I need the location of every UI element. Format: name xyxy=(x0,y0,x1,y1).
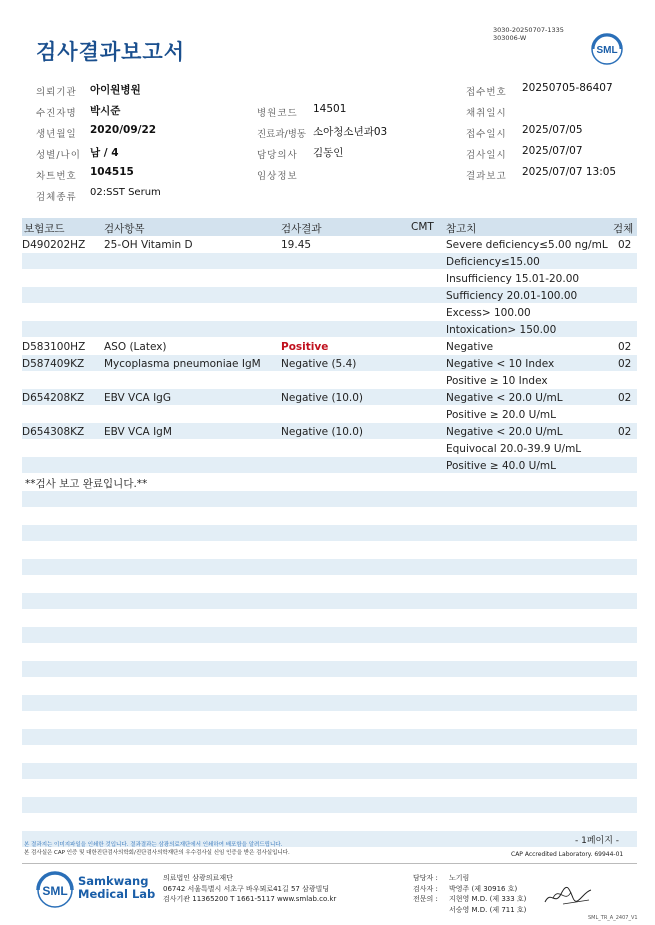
report-date-label: 결과보고 xyxy=(466,171,507,182)
table-stripe xyxy=(22,593,637,609)
test-item: ASO (Latex) xyxy=(104,341,167,353)
insurance-code: D654208KZ xyxy=(22,392,85,404)
institution-value: 아이원병원 xyxy=(90,84,141,96)
address-line: 검사기관 11365200 T 1661-5117 www.smlab.co.kr xyxy=(163,895,337,903)
insurance-code: D490202HZ xyxy=(22,239,86,251)
reference-range: Negative < 20.0 U/mL xyxy=(446,426,563,438)
patient-value: 박시준 xyxy=(90,105,121,117)
badge-text: SML xyxy=(596,45,618,56)
staff-row xyxy=(413,873,526,884)
staff-list xyxy=(413,873,526,915)
hospital-code-label: 병원코드 xyxy=(257,108,298,119)
reference-range: Severe deficiency≤5.00 ng/mL xyxy=(446,239,608,251)
cap-accreditation: CAP Accredited Laboratory. 69944-01 xyxy=(511,851,624,858)
specimen-type-label: 검체종류 xyxy=(36,192,77,203)
info-row xyxy=(0,187,655,207)
reference-range: Excess> 100.00 xyxy=(446,307,531,319)
footer-divider xyxy=(22,863,637,864)
footer-note xyxy=(24,841,290,857)
test-date-label: 검사일시 xyxy=(466,150,507,161)
signature-icon xyxy=(543,880,593,910)
staff-name: 서승영 M.D. (제 711 호) xyxy=(449,905,527,914)
staff-role: 검사자 : xyxy=(413,884,438,893)
logo-line: Samkwang xyxy=(78,874,149,888)
receipt-date-label: 접수일시 xyxy=(466,129,507,140)
test-result: Negative (5.4) xyxy=(281,358,357,370)
address-line: 의료법인 삼광의료재단 xyxy=(163,874,233,882)
birth-value: 2020/09/22 xyxy=(90,124,157,136)
staff-row xyxy=(413,894,526,905)
insurance-code: D587409KZ xyxy=(22,358,85,370)
info-row xyxy=(0,124,655,144)
collect-date-label: 채취일시 xyxy=(466,108,507,119)
table-stripe xyxy=(22,661,637,677)
test-result: 19.45 xyxy=(281,239,312,251)
document-code-line: 3030-20250707-1335 xyxy=(493,26,564,34)
staff-role: 전문의 : xyxy=(413,895,438,903)
report-title: 검사결과보고서 xyxy=(36,40,186,64)
test-item: 25-OH Vitamin D xyxy=(104,239,193,251)
info-row xyxy=(0,145,655,165)
form-code: SML_TR_A_2407_V1 xyxy=(588,915,638,921)
specimen-code: 02 xyxy=(618,392,632,404)
header-cmt: CMT xyxy=(411,221,434,233)
reference-range: Deficiency≤15.00 xyxy=(446,256,540,268)
doctor-value: 김동인 xyxy=(313,147,344,159)
table-stripe xyxy=(22,491,637,507)
chart-no-label: 차트번호 xyxy=(36,171,77,182)
table-stripe xyxy=(22,627,637,643)
document-code-line: 303006-W xyxy=(493,34,527,42)
staff-name: 노기림 xyxy=(449,874,470,882)
header-reference: 참고치 xyxy=(446,223,477,235)
test-item: EBV VCA IgM xyxy=(104,426,172,438)
logo-mark-text: SML xyxy=(42,884,68,898)
logo-line: Medical Lab xyxy=(78,887,156,901)
dept-label: 진료과/병동 xyxy=(257,129,307,140)
footer-note-line: 본 결과지는 이미지파일을 인쇄한 것입니다. 결과결과는 삼광의료재단에서 인쇄하여 배포함을 알려드립니다. xyxy=(24,842,283,848)
table-stripe xyxy=(22,729,637,745)
reference-range: Insufficiency 15.01-20.00 xyxy=(446,273,580,285)
table-stripe xyxy=(22,559,637,575)
staff-name: 지현영 M.D. (제 333 호) xyxy=(449,895,527,903)
clinical-label: 임상정보 xyxy=(257,171,298,182)
patient-label: 수진자명 xyxy=(36,108,77,119)
birth-label: 생년월일 xyxy=(36,129,77,140)
sml-badge-icon xyxy=(590,32,624,66)
staff-row xyxy=(413,884,526,895)
test-date-value: 2025/07/07 xyxy=(522,145,583,157)
dept-value: 소아청소년과03 xyxy=(313,126,388,138)
table-stripe xyxy=(22,797,637,813)
insurance-code: D583100HZ xyxy=(22,341,86,353)
specimen-code: 02 xyxy=(618,358,632,370)
test-item: Mycoplasma pneumoniae IgM xyxy=(104,358,261,370)
receipt-date-value: 2025/07/05 xyxy=(522,124,583,136)
specimen-code: 02 xyxy=(618,426,632,438)
reference-range: Sufficiency 20.01-100.00 xyxy=(446,290,578,302)
info-row xyxy=(0,82,655,102)
reference-range: Intoxication> 150.00 xyxy=(446,324,557,336)
report-date-value: 2025/07/07 13:05 xyxy=(522,166,617,178)
chart-no-value: 104515 xyxy=(90,166,134,178)
sex-age-label: 성별/나이 xyxy=(36,150,81,161)
reference-range: Positive ≥ 40.0 U/mL xyxy=(446,460,556,472)
staff-role: 담당자 : xyxy=(413,874,438,882)
table-stripe xyxy=(22,253,637,269)
table-stripe xyxy=(22,763,637,779)
header-result: 검사결과 xyxy=(281,223,322,235)
staff-row xyxy=(413,905,526,916)
results-table-header xyxy=(22,218,637,236)
table-stripe xyxy=(22,695,637,711)
header-code: 보험코드 xyxy=(24,223,65,235)
test-item: EBV VCA IgG xyxy=(104,392,171,404)
sml-logo-icon xyxy=(36,871,76,909)
header-item: 검사항목 xyxy=(104,223,145,235)
header-specimen: 검체 xyxy=(613,223,634,235)
specimen-type-value: 02:SST Serum xyxy=(90,187,161,198)
completion-note: **검사 보고 완료입니다.** xyxy=(25,478,148,490)
logo-text xyxy=(78,875,155,901)
reference-range: Equivocal 20.0-39.9 U/mL xyxy=(446,443,582,455)
page-number: - 1페이지 - xyxy=(575,836,620,846)
receipt-no-label: 접수번호 xyxy=(466,87,507,98)
reference-range: Positive ≥ 20.0 U/mL xyxy=(446,409,556,421)
test-result: Negative (10.0) xyxy=(281,426,364,438)
specimen-code: 02 xyxy=(618,341,632,353)
sex-age-value: 남 / 4 xyxy=(90,147,119,159)
lab-address xyxy=(163,873,336,905)
reference-range: Negative xyxy=(446,341,494,353)
hospital-code-value: 14501 xyxy=(313,103,347,115)
samkwang-logo xyxy=(36,871,166,909)
receipt-no-value: 20250705-86407 xyxy=(522,82,613,94)
test-result: Positive xyxy=(281,341,329,353)
document-code xyxy=(493,26,564,42)
insurance-code: D654308KZ xyxy=(22,426,85,438)
reference-range: Positive ≥ 10 Index xyxy=(446,375,548,387)
info-row xyxy=(0,166,655,186)
address-line: 06742 서울특별시 서초구 바우뫼로41길 57 삼광빌딩 xyxy=(163,884,330,893)
test-result: Negative (10.0) xyxy=(281,392,364,404)
specimen-code: 02 xyxy=(618,239,632,251)
institution-label: 의뢰기관 xyxy=(36,87,77,98)
reference-range: Negative < 10 Index xyxy=(446,358,555,370)
table-stripe xyxy=(22,525,637,541)
staff-name: 박영주 (제 30916 호) xyxy=(449,884,518,893)
footer-note-line: 본 검사실은 CAP 인증 및 대한진단검사의학회/진단검사의학재단의 우수검사실 신임 인증을 받은 검사실입니다. xyxy=(24,850,290,856)
doctor-label: 담당의사 xyxy=(257,150,298,161)
reference-range: Negative < 20.0 U/mL xyxy=(446,392,563,404)
info-row xyxy=(0,103,655,123)
